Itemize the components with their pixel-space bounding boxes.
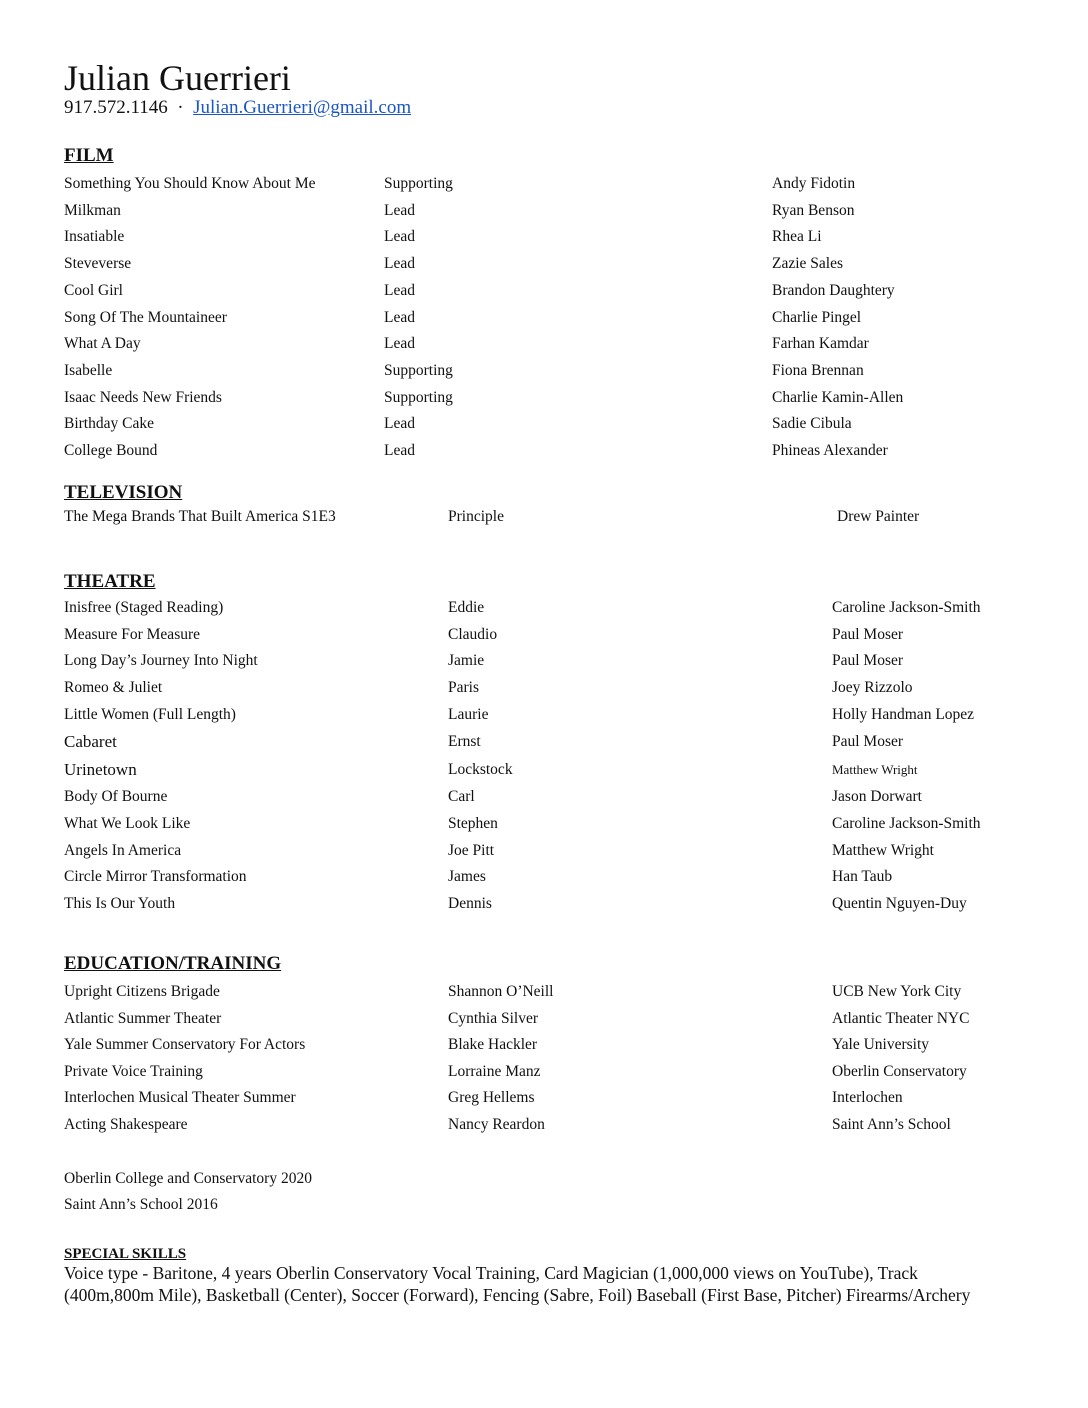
credit-title: Circle Mirror Transformation [64, 868, 247, 885]
credit-role: Lead [384, 442, 415, 459]
credit-role: Claudio [448, 625, 498, 643]
credit-role: Lead [384, 255, 415, 273]
credit-role: Supporting [384, 175, 453, 192]
credit-title: Something You Should Know About Me [64, 175, 316, 192]
credit-director: Charlie Kamin-Allen [772, 388, 904, 406]
credit-director: Holly Handman Lopez [832, 705, 975, 723]
credit-title: Romeo & Juliet [64, 679, 163, 697]
credit-director: Andy Fidotin [772, 175, 856, 192]
credit-title: Interlochen Musical Theater Summer [64, 1089, 296, 1107]
credit-role: Carl [448, 788, 475, 805]
credit-director: Sadie Cibula [772, 415, 852, 433]
credit-director: Caroline Jackson-Smith [832, 815, 981, 832]
credit-role: Paris [448, 679, 479, 697]
credit-director: UCB New York City [832, 983, 962, 1000]
credit-director: Matthew Wright [832, 762, 918, 777]
credit-title: College Bound [64, 442, 158, 459]
credit-role: Lockstock [448, 761, 513, 778]
credit-title: What We Look Like [64, 815, 191, 832]
credit-title: Private Voice Training [64, 1062, 203, 1080]
credit-director: Interlochen [832, 1089, 903, 1107]
credit-title: Angels In America [64, 842, 182, 859]
credit-role: Nancy Reardon [448, 1116, 545, 1133]
credit-role: Lead [384, 415, 415, 433]
film-heading: FILM [64, 145, 114, 166]
credit-title: Cool Girl [64, 281, 123, 299]
credit-role: Lead [384, 308, 415, 326]
credit-title: Birthday Cake [64, 415, 154, 433]
credit-director: Caroline Jackson-Smith [832, 599, 981, 616]
credit-title: Inisfree (Staged Reading) [64, 599, 224, 616]
credit-role: Lead [384, 281, 415, 299]
credit-director: Rhea Li [772, 228, 822, 246]
phone-number: 917.572.1146 [64, 97, 168, 118]
school-entry: Saint Ann’s School 2016 [64, 1196, 218, 1213]
credit-title: Body Of Bourne [64, 788, 168, 805]
credit-role: Joe Pitt [448, 842, 495, 859]
credit-title: Cabaret [64, 732, 117, 751]
email-link[interactable]: Julian.Guerrieri@gmail.com [193, 97, 412, 118]
education-heading: EDUCATION/TRAINING [64, 953, 282, 974]
credit-title: This Is Our Youth [64, 895, 176, 912]
credit-title: The Mega Brands That Built America S1E3 [64, 508, 336, 525]
skills-text: Voice type - Baritone, 4 years Oberlin Conservatory Vocal Training, Card Magician (1,000,000 views on YouTube), Track (400m,800m Mile), Basketball (Center), Soccer (Forward), Fencing (Sabre, Foil) Baseball (First Base, Pitcher) Firearms/Archery [64, 1263, 971, 1305]
school-entry: Oberlin College and Conservatory 2020 [64, 1170, 312, 1187]
credit-director: Quentin Nguyen-Duy [832, 895, 967, 912]
credit-director: Yale University [832, 1036, 930, 1054]
credit-director: Drew Painter [837, 508, 920, 525]
credit-role: Jamie [448, 652, 485, 670]
credit-director: Jason Dorwart [832, 788, 922, 805]
credit-title: Isaac Needs New Friends [64, 388, 222, 406]
credit-director: Oberlin Conservatory [832, 1062, 967, 1080]
credit-role: Supporting [384, 361, 453, 379]
credit-title: Little Women (Full Length) [64, 705, 236, 723]
contact-separator: · [177, 97, 184, 118]
credit-director: Ryan Benson [772, 201, 855, 219]
credit-role: Shannon O’Neill [448, 983, 554, 1000]
credit-title: Milkman [64, 201, 121, 219]
credit-title: Measure For Measure [64, 625, 201, 643]
credit-title: Song Of The Mountaineer [64, 308, 227, 326]
resume-name: Julian Guerrieri [64, 58, 291, 98]
credit-director: Matthew Wright [832, 842, 934, 859]
credit-role: James [448, 868, 486, 885]
credit-director: Farhan Kamdar [772, 335, 869, 353]
credit-title: Long Day’s Journey Into Night [64, 652, 258, 670]
theatre-heading: THEATRE [64, 571, 156, 592]
credit-role: Eddie [448, 599, 485, 616]
credit-director: Charlie Pingel [772, 308, 862, 326]
credit-role: Lead [384, 201, 415, 219]
credit-title: Urinetown [64, 760, 137, 779]
credit-role: Ernst [448, 733, 481, 750]
credit-title: What A Day [64, 335, 141, 353]
credit-director: Paul Moser [832, 652, 904, 670]
credit-role: Stephen [448, 815, 498, 832]
credit-role: Blake Hackler [448, 1036, 538, 1054]
credit-role: Laurie [448, 705, 489, 723]
credit-role: Cynthia Silver [448, 1009, 538, 1027]
credit-title: Atlantic Summer Theater [64, 1009, 222, 1027]
credit-director: Saint Ann’s School [832, 1116, 951, 1133]
credit-director: Atlantic Theater NYC [832, 1009, 970, 1027]
credit-director: Zazie Sales [772, 255, 844, 273]
credit-director: Phineas Alexander [772, 442, 888, 459]
contact-line [64, 96, 411, 120]
credit-title: Isabelle [64, 361, 113, 379]
credit-title: Insatiable [64, 228, 125, 246]
credit-title: Steveverse [64, 255, 132, 273]
credit-role: Lead [384, 335, 415, 353]
credit-role: Lead [384, 228, 415, 246]
credit-title: Upright Citizens Brigade [64, 983, 220, 1000]
credit-director: Paul Moser [832, 733, 904, 750]
credit-title: Acting Shakespeare [64, 1116, 188, 1133]
credit-role: Greg Hellems [448, 1089, 535, 1107]
credit-director: Han Taub [832, 868, 893, 885]
television-heading: TELEVISION [64, 482, 183, 503]
credit-director: Paul Moser [832, 625, 904, 643]
credit-role: Supporting [384, 388, 453, 406]
credit-director: Fiona Brennan [772, 361, 864, 379]
credit-role: Principle [448, 508, 504, 525]
credit-director: Joey Rizzolo [832, 679, 913, 697]
credit-role: Dennis [448, 895, 492, 912]
credit-title: Yale Summer Conservatory For Actors [64, 1036, 306, 1054]
credit-role: Lorraine Manz [448, 1062, 541, 1080]
credit-director: Brandon Daughtery [772, 281, 895, 299]
skills-heading: SPECIAL SKILLS [64, 1246, 187, 1262]
